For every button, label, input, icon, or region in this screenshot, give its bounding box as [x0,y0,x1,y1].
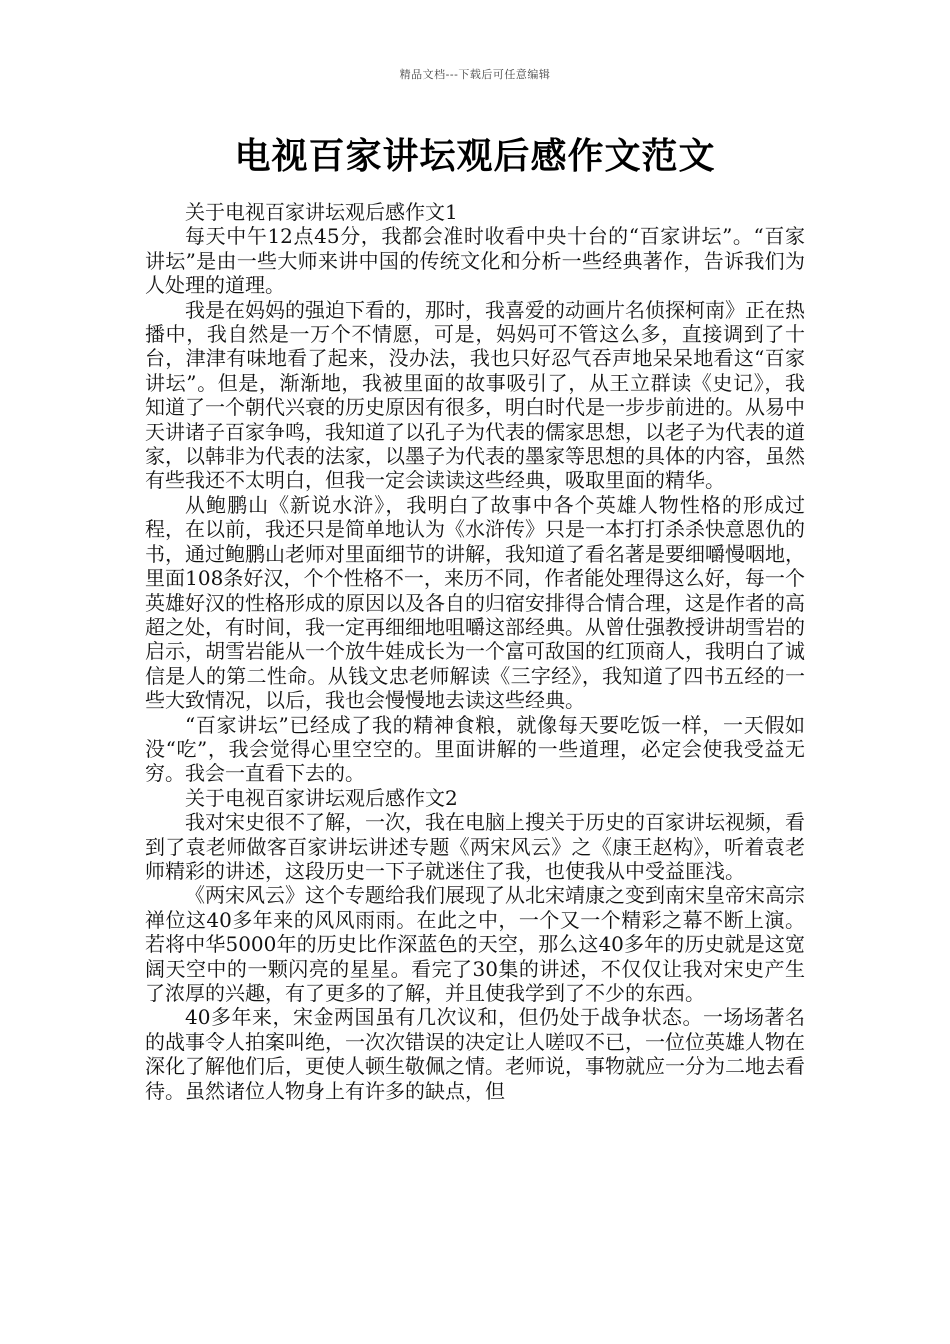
paragraph: 每天中午12点45分，我都会准时收看中央十台的“百家讲坛”。“百家讲坛”是由一些大师来讲中国的传统文化和分析一些经典著作，告诉我们为人处理的道理。 [145,224,805,298]
document-title: 电视百家讲坛观后感作文范文 [234,135,716,177]
paragraph: 《两宋风云》这个专题给我们展现了从北宋靖康之变到南宋皇帝宋高宗禅位这40多年来的风风雨雨。在此之中，一个又一个精彩之幕不断上演。若将中华5000年的历史比作深蓝色的天空，那么这40多年的历史就是这宽阔天空中的一颗闪亮的星星。看完了30集的讲述，不仅仅让我对宋史产生了浓厚的兴趣，有了更多的了解，并且使我学到了不少的东西。 [145,883,805,1005]
document-body [145,200,805,1103]
paragraph: “百家讲坛”已经成了我的精神食粮，就像每天要吃饭一样，一天假如没“吃”，我会觉得心里空空的。里面讲解的一些道理，必定会使我受益无穷。我会一直看下去的。 [145,712,805,786]
section-heading-1: 关于电视百家讲坛观后感作文1 [185,200,458,224]
section-heading-2: 关于电视百家讲坛观后感作文2 [185,785,458,810]
paragraph: 从鲍鹏山《新说水浒》，我明白了故事中各个英雄人物性格的形成过程，在以前，我还只是简单地认为《水浒传》只是一本打打杀杀快意恩仇的书，通过鲍鹏山老师对里面细节的讲解，我知道了看名著是要细嚼慢咽地，里面108条好汉，个个性格不一，来历不同，作者能处理得这么好，每一个英雄好汉的性格形成的原因以及各自的归宿安排得合情合理，这是作者的高超之处，有时间，我一定再细细地咀嚼这部经典。从曾仕强教授讲胡雪岩的启示，胡雪岩能从一个放牛娃成长为一个富可敌国的红顶商人，我明白了诚信是人的第二性命。从钱文忠老师解读《三字经》，我知道了四书五经的一些大致情况，以后，我也会慢慢地去读这些经典。 [145,492,805,713]
paragraph: 我对宋史很不了解，一次，我在电脑上搜关于历史的百家讲坛视频，看到了袁老师做客百家讲坛讲述专题《两宋风云》之《康王赵构》，听着袁老师精彩的讲述，这段历史一下子就迷住了我，也使我从中受益匪浅。 [145,810,805,883]
paragraph: 我是在妈妈的强迫下看的，那时，我喜爱的动画片名侦探柯南》正在热播中，我自然是一万个不情愿，可是，妈妈可不管这么多，直接调到了十台，津津有味地看了起来，没办法，我也只好忍气吞声地呆呆地看这“百家讲坛”。但是，渐渐地，我被里面的故事吸引了，从王立群读《史记》，我知道了一个朝代兴衰的历史原因有很多，明白时代是一步步前进的。从易中天讲诸子百家争鸣，我知道了以孔子为代表的儒家思想，以老子为代表的道家，以韩非为代表的法家，以墨子为代表的墨家等思想的具体的内容，虽然有些我还不太明白，但我一定会读读这些经典，吸取里面的精华。 [145,297,805,493]
paragraph: 40多年来，宋金两国虽有几次议和，但仍处于战争状态。一场场著名的战事令人拍案叫绝，一次次错误的决定让人嗟叹不已，一位位英雄人物在深化了解他们后，更使人顿生敬佩之情。老师说，事物就应一分为二地去看待。虽然诸位人物身上有许多的缺点，但 [145,1005,805,1103]
header-note: 精品文档---下载后可任意编辑 [399,68,551,81]
